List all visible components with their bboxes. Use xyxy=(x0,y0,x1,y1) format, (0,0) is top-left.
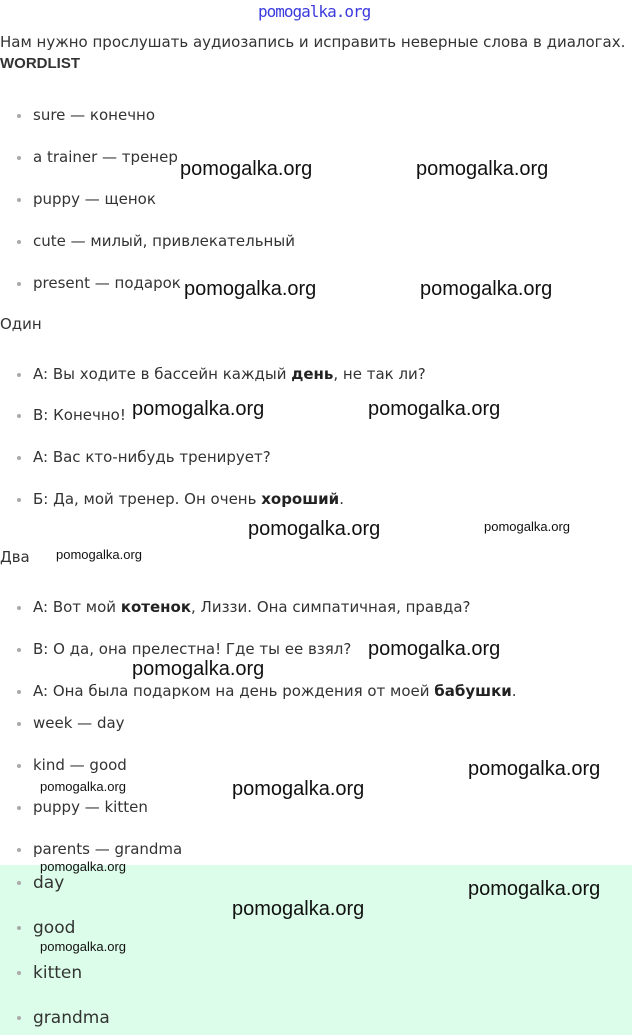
watermark: pomogalka.org xyxy=(40,779,126,794)
list-item: a trainer — тренер xyxy=(17,148,178,166)
watermark: pomogalka.org xyxy=(56,547,142,562)
dialog-line: A: Вас кто-нибудь тренирует? xyxy=(17,448,271,466)
list-item: puppy — щенок xyxy=(17,190,156,208)
intro-text: Нам нужно прослушать аудиозапись и исправить неверные слова в диалогах. xyxy=(0,33,626,51)
answer-item: kitten xyxy=(17,964,82,982)
watermark: pomogalka.org xyxy=(416,158,549,180)
correction-item: week — day xyxy=(17,714,125,732)
watermark: pomogalka.org xyxy=(420,278,553,300)
correction-item: puppy — kitten xyxy=(17,798,148,816)
watermark: pomogalka.org xyxy=(180,158,313,180)
watermark: pomogalka.org xyxy=(132,398,265,420)
dialog-line: B: О да, она прелестна! Где ты ее взял? xyxy=(17,640,351,658)
watermark: pomogalka.org xyxy=(232,778,365,800)
list-item: sure — конечно xyxy=(17,106,155,124)
watermark: pomogalka.org xyxy=(368,398,501,420)
list-item: cute — милый, привлекательный xyxy=(17,232,295,250)
answer-item: day xyxy=(17,874,64,892)
dialog-line: B: Конечно! xyxy=(17,406,126,424)
dialog-line: Б: Да, мой тренер. Он очень хороший. xyxy=(17,490,344,508)
watermark: pomogalka.org xyxy=(232,898,365,920)
watermark: pomogalka.org xyxy=(368,638,501,660)
watermark: pomogalka.org xyxy=(40,859,126,874)
answer-item: grandma xyxy=(17,1009,110,1027)
dialog1-heading: Один xyxy=(0,315,42,333)
watermark: pomogalka.org xyxy=(248,518,381,540)
dialog-line: A: Вы ходите в бассейн каждый день, не так ли? xyxy=(17,365,426,383)
correction-item: kind — good xyxy=(17,756,127,774)
watermark-top: pomogalka.org xyxy=(258,2,371,21)
watermark: pomogalka.org xyxy=(132,658,265,680)
watermark: pomogalka.org xyxy=(40,939,126,954)
correction-item: parents — grandma xyxy=(17,840,182,858)
watermark: pomogalka.org xyxy=(484,519,570,534)
watermark: pomogalka.org xyxy=(184,278,317,300)
wordlist-heading: WORDLIST xyxy=(0,55,80,72)
watermark: pomogalka.org xyxy=(468,878,601,900)
dialog2-heading: Два xyxy=(0,548,30,566)
watermark: pomogalka.org xyxy=(468,758,601,780)
dialog-line: A: Вот мой котенок, Лиззи. Она симпатичная, правда? xyxy=(17,598,471,616)
answer-item: good xyxy=(17,919,75,937)
dialog-line: A: Она была подарком на день рождения от моей бабушки. xyxy=(17,682,517,700)
list-item: present — подарок xyxy=(17,274,181,292)
